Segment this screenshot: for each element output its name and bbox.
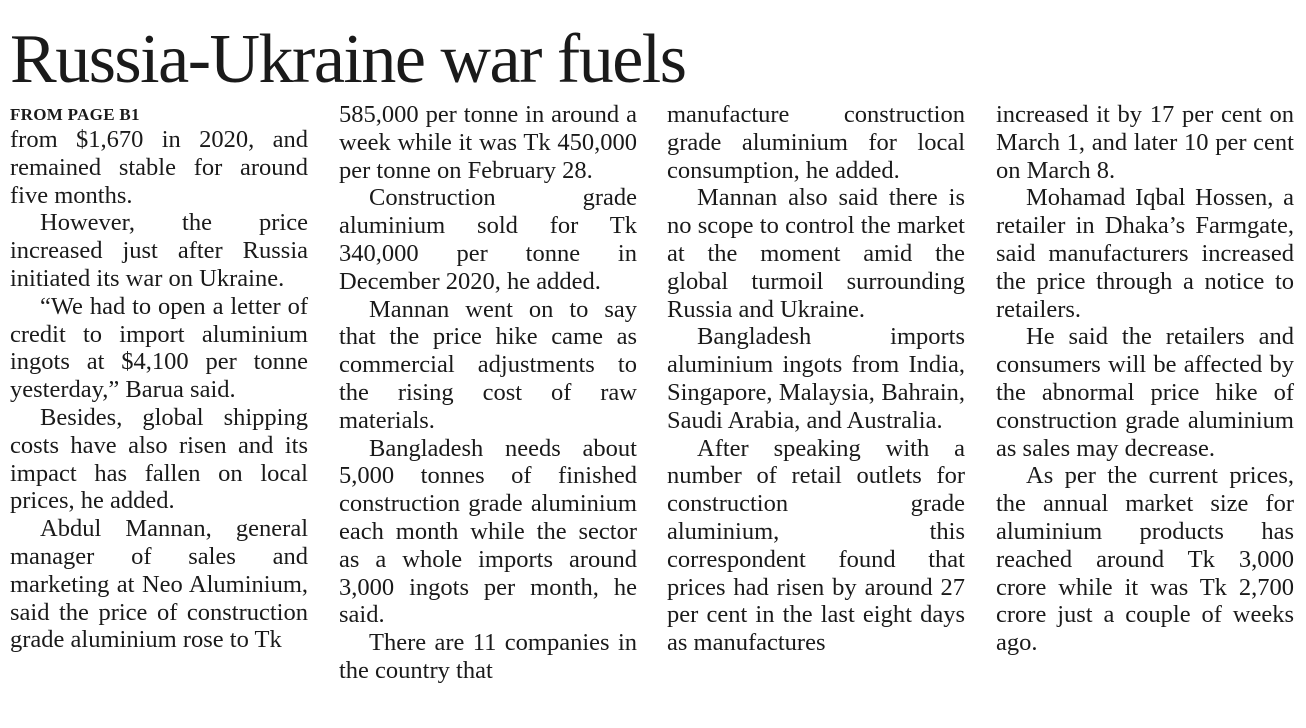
paragraph: increased it by 17 per cent on March 1, and later 10 per cent on March 8. bbox=[996, 101, 1294, 184]
paragraph: However, the price increased just after Russia initiated its war on Ukraine. bbox=[10, 209, 308, 292]
article-column-4 bbox=[996, 101, 1294, 657]
paragraph: 585,000 per tonne in around a week while it was Tk 450,000 per tonne on February 28. bbox=[339, 101, 637, 184]
paragraph: manufacture construction grade aluminium for local consumption, he added. bbox=[667, 101, 965, 184]
paragraph: from $1,670 in 2020, and remained stable for around five months. bbox=[10, 126, 308, 209]
paragraph: As per the current prices, the annual market size for aluminium products has reached around Tk 3,000 crore while it was Tk 2,700 crore just a couple of weeks ago. bbox=[996, 462, 1294, 657]
paragraph: Mannan also said there is no scope to control the market at the moment amid the global turmoil surrounding Russia and Ukraine. bbox=[667, 184, 965, 323]
article-column-3 bbox=[667, 101, 965, 657]
article-column-1 bbox=[10, 104, 308, 654]
paragraph: Construction grade aluminium sold for Tk 340,000 per tonne in December 2020, he added. bbox=[339, 184, 637, 295]
paragraph: Besides, global shipping costs have also risen and its impact has fallen on local prices, he added. bbox=[10, 403, 308, 515]
paragraph: “We had to open a letter of credit to import aluminium ingots at $4,100 per tonne yesterday,” Barua said. bbox=[10, 292, 308, 404]
paragraph: After speaking with a number of retail outlets for construction grade aluminium, this correspondent found that prices had risen by around 27 per cent in the last eight days as manufactures bbox=[667, 434, 965, 657]
paragraph: Mohamad Iqbal Hossen, a retailer in Dhaka’s Farmgate, said manufacturers increased the price through a notice to retailers. bbox=[996, 184, 1294, 323]
continuation-kicker: FROM PAGE B1 bbox=[10, 105, 140, 124]
paragraph: Mannan went on to say that the price hike came as commercial adjustments to the rising cost of raw materials. bbox=[339, 295, 637, 434]
article-column-2 bbox=[339, 101, 637, 685]
paragraph: There are 11 companies in the country that bbox=[339, 629, 637, 684]
paragraph: Bangladesh needs about 5,000 tonnes of finished construction grade aluminium each month while the sector as a whole imports around 3,000 ingots per month, he said. bbox=[339, 434, 637, 629]
headline: Russia-Ukraine war fuels bbox=[10, 21, 686, 98]
paragraph: He said the retailers and consumers will be affected by the abnormal price hike of construction grade aluminium as sales may decrease. bbox=[996, 323, 1294, 462]
paragraph: Abdul Mannan, general manager of sales and marketing at Neo Aluminium, said the price of construction grade aluminium rose to Tk bbox=[10, 515, 308, 654]
paragraph: Bangladesh imports aluminium ingots from India, Singapore, Malaysia, Bahrain, Saudi Arabia, and Australia. bbox=[667, 323, 965, 434]
